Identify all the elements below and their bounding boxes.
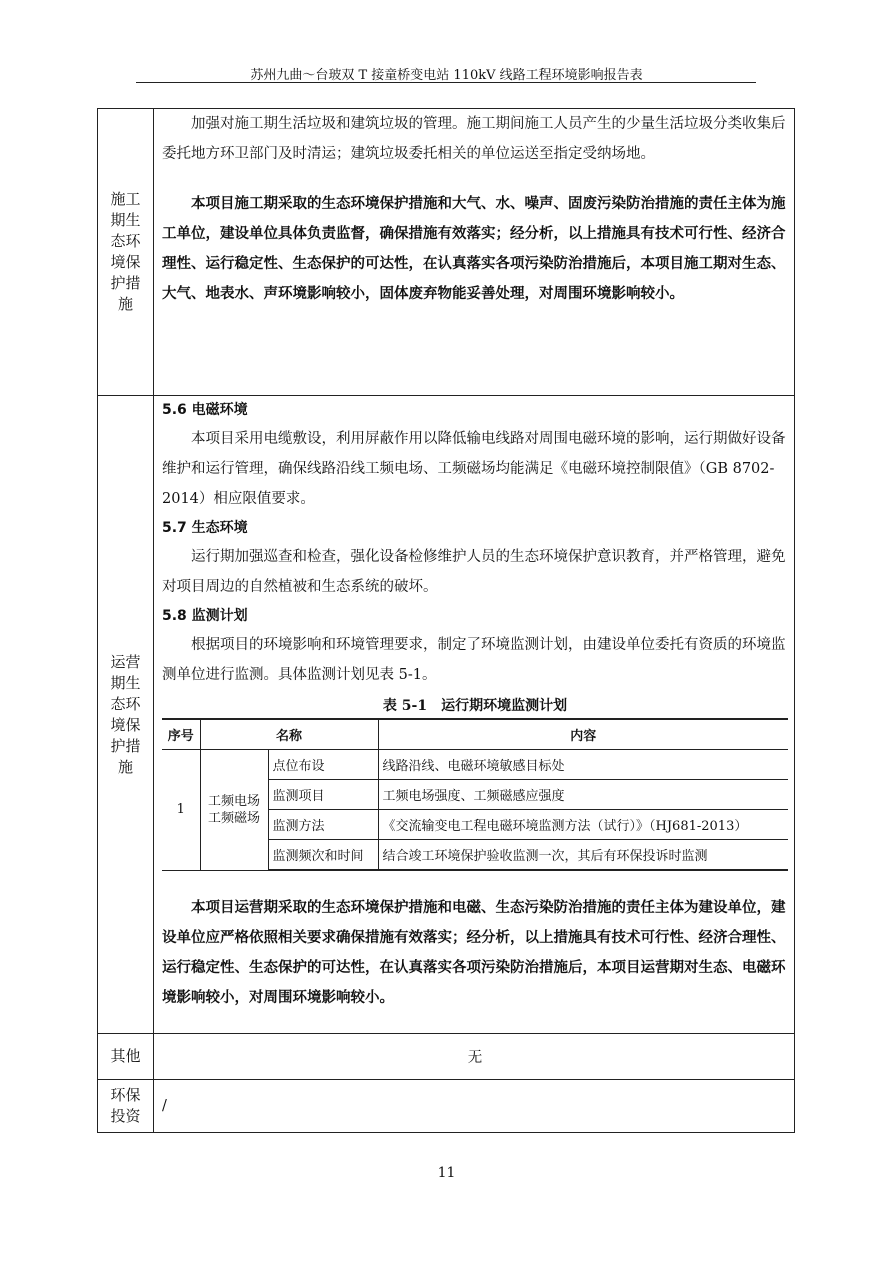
section-5-8-title: 5.8 监测计划 bbox=[162, 608, 248, 624]
table-row bbox=[162, 750, 788, 780]
construction-row bbox=[98, 109, 795, 396]
section-5-7-title: 5.7 生态环境 bbox=[162, 520, 248, 536]
construction-paragraph-1: 加强对施工期生活垃圾和建筑垃圾的管理。施工期间施工人员产生的少量生活垃圾分类收集后委托地方环卫部门及时清运；建筑垃圾委托相关的单位运送至指定受纳场地。 bbox=[162, 116, 786, 162]
other-label: 其他 bbox=[98, 1034, 154, 1080]
row-content: 工频电场强度、工频磁感应强度 bbox=[378, 780, 788, 810]
section-5-8-text: 根据项目的环境影响和环境管理要求，制定了环境监测计划，由建设单位委托有资质的环境监测单位进行监测。具体监测计划见表 5-1。 bbox=[162, 637, 786, 683]
table-caption: 表 5-1 运行期环境监测计划 bbox=[382, 698, 568, 714]
investment-row bbox=[98, 1080, 795, 1133]
construction-label: 施工 期生 态环 境保 护措 施 bbox=[98, 109, 154, 396]
header-content: 内容 bbox=[378, 719, 788, 750]
investment-label: 环保 投资 bbox=[98, 1080, 154, 1133]
section-5-6-text: 本项目采用电缆敷设，利用屏蔽作用以降低输电线路对周围电磁环境的影响，运行期做好设备维护和运行管理，确保线路沿线工频电场、工频磁场均能满足《电磁环境控制限值》（GB 8702-2014）相应限值要求。 bbox=[162, 431, 786, 507]
row-name: 工频电场工频磁场 bbox=[200, 750, 268, 871]
row-content: 《交流输变电工程电磁环境监测方法（试行）》（HJ681-2013） bbox=[378, 810, 788, 840]
row-number: 1 bbox=[162, 750, 200, 871]
header-no: 序号 bbox=[162, 719, 200, 750]
section-5-6-title: 5.6 电磁环境 bbox=[162, 402, 248, 418]
table-header-row bbox=[162, 719, 788, 750]
row-item: 监测频次和时间 bbox=[268, 840, 378, 871]
construction-paragraph-2: 本项目施工期采取的生态环境保护措施和大气、水、噪声、固废污染防治措施的责任主体为施工单位，建设单位具体负责监督，确保措施有效落实；经分析，以上措施具有技术可行性、经济合理性、运行稳定性、生态保护的可达性，在认真落实各项污染防治措施后，本项目施工期对生态、大气、地表水、声环境影响较小，固体废弃物能妥善处理，对周围环境影响较小。 bbox=[162, 195, 786, 302]
row-item: 点位布设 bbox=[268, 750, 378, 780]
header-rule bbox=[136, 82, 756, 83]
other-value: 无 bbox=[154, 1034, 795, 1080]
header-name: 名称 bbox=[200, 719, 378, 750]
operation-row bbox=[98, 396, 795, 1034]
operation-content bbox=[154, 396, 795, 1034]
investment-value: / bbox=[154, 1080, 795, 1133]
row-item: 监测方法 bbox=[268, 810, 378, 840]
section-5-7-text: 运行期加强巡查和检查，强化设备检修维护人员的生态环境保护意识教育，并严格管理，避免对项目周边的自然植被和生态系统的破坏。 bbox=[162, 549, 786, 595]
row-item: 监测项目 bbox=[268, 780, 378, 810]
measures-table bbox=[97, 108, 795, 1133]
monitoring-plan-table bbox=[162, 718, 788, 871]
other-row bbox=[98, 1034, 795, 1080]
construction-content bbox=[154, 109, 795, 396]
page-number: 11 bbox=[437, 1165, 456, 1181]
document-header: 苏州九曲～台玻双 T 接童桥变电站 110kV 线路工程环境影响报告表 bbox=[250, 68, 643, 83]
operation-label: 运营 期生 态环 境保 护措 施 bbox=[98, 396, 154, 1034]
row-content: 线路沿线、电磁环境敏感目标处 bbox=[378, 750, 788, 780]
row-content: 结合竣工环境保护验收监测一次，其后有环保投诉时监测 bbox=[378, 840, 788, 871]
operation-conclusion: 本项目运营期采取的生态环境保护措施和电磁、生态污染防治措施的责任主体为建设单位，建设单位应严格依照相关要求确保措施有效落实；经分析，以上措施具有技术可行性、经济合理性、运行稳定性、生态保护的可达性，在认真落实各项污染防治措施后，本项目运营期对生态、电磁环境影响较小，对周围环境影响较小。 bbox=[162, 899, 786, 1006]
